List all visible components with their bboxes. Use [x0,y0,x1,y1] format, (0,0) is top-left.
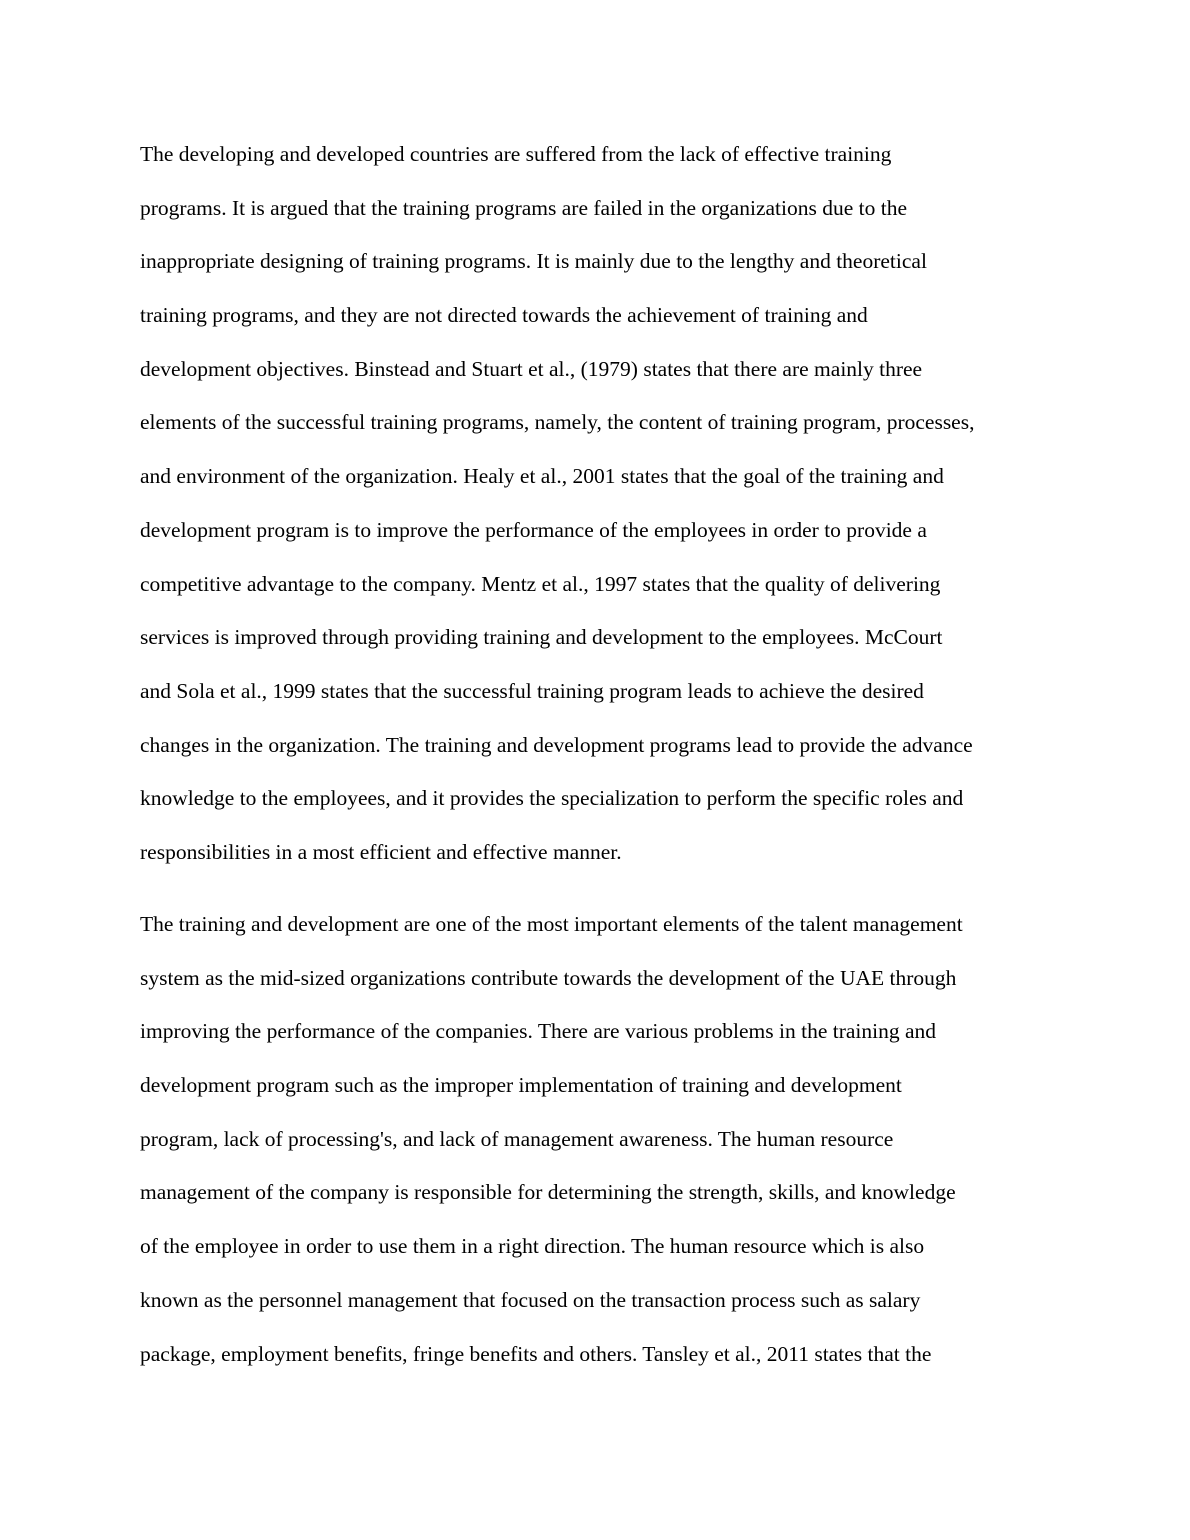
text-line: and environment of the organization. Healy et al., 2001 states that the goal of the training and [140,464,944,489]
text-line: responsibilities in a most efficient and effective manner. [140,839,622,864]
text-line: known as the personnel management that focused on the transaction process such as salary [140,1287,921,1312]
text-line: development program such as the improper implementation of training and development [140,1073,902,1098]
paragraph-1 [140,140,1080,892]
text-line: management of the company is responsible for determining the strength, skills, and knowledge [140,1180,956,1205]
text-line: changes in the organization. The training and development programs lead to provide the advance [140,732,973,757]
text-line: of the employee in order to use them in a right direction. The human resource which is also [140,1234,925,1259]
text-line: inappropriate designing of training programs. It is mainly due to the lengthy and theoretical [140,249,927,274]
text-line: improving the performance of the companies. There are various problems in the training and [140,1019,937,1044]
text-line: development program is to improve the performance of the employees in order to provide a [140,517,927,542]
text-line: package, employment benefits, fringe benefits and others. Tansley et al., 2011 states that the [140,1341,932,1366]
text-line: elements of the successful training programs, namely, the content of training program, processes, [140,410,975,435]
text-line: program, lack of processing's, and lack of management awareness. The human resource [140,1126,894,1151]
text-line: system as the mid-sized organizations contribute towards the development of the UAE through [140,965,957,990]
text-line: programs. It is argued that the training programs are failed in the organizations due to the [140,195,908,220]
text-line: The training and development are one of the most important elements of the talent management [140,912,963,936]
text-line: services is improved through providing training and development to the employees. McCourt [140,625,943,650]
text-line: knowledge to the employees, and it provides the specialization to perform the specific roles and [140,786,964,811]
text-line: development objectives. Binstead and Stuart et al., (1979) states that there are mainly three [140,356,923,381]
text-line: and Sola et al., 1999 states that the successful training program leads to achieve the desired [140,678,924,703]
text-line: competitive advantage to the company. Mentz et al., 1997 states that the quality of delivering [140,571,941,596]
text-line: The developing and developed countries are suffered from the lack of effective training [140,142,892,166]
paragraph-2 [140,910,1080,1393]
text-line: training programs, and they are not directed towards the achievement of training and [140,303,868,328]
